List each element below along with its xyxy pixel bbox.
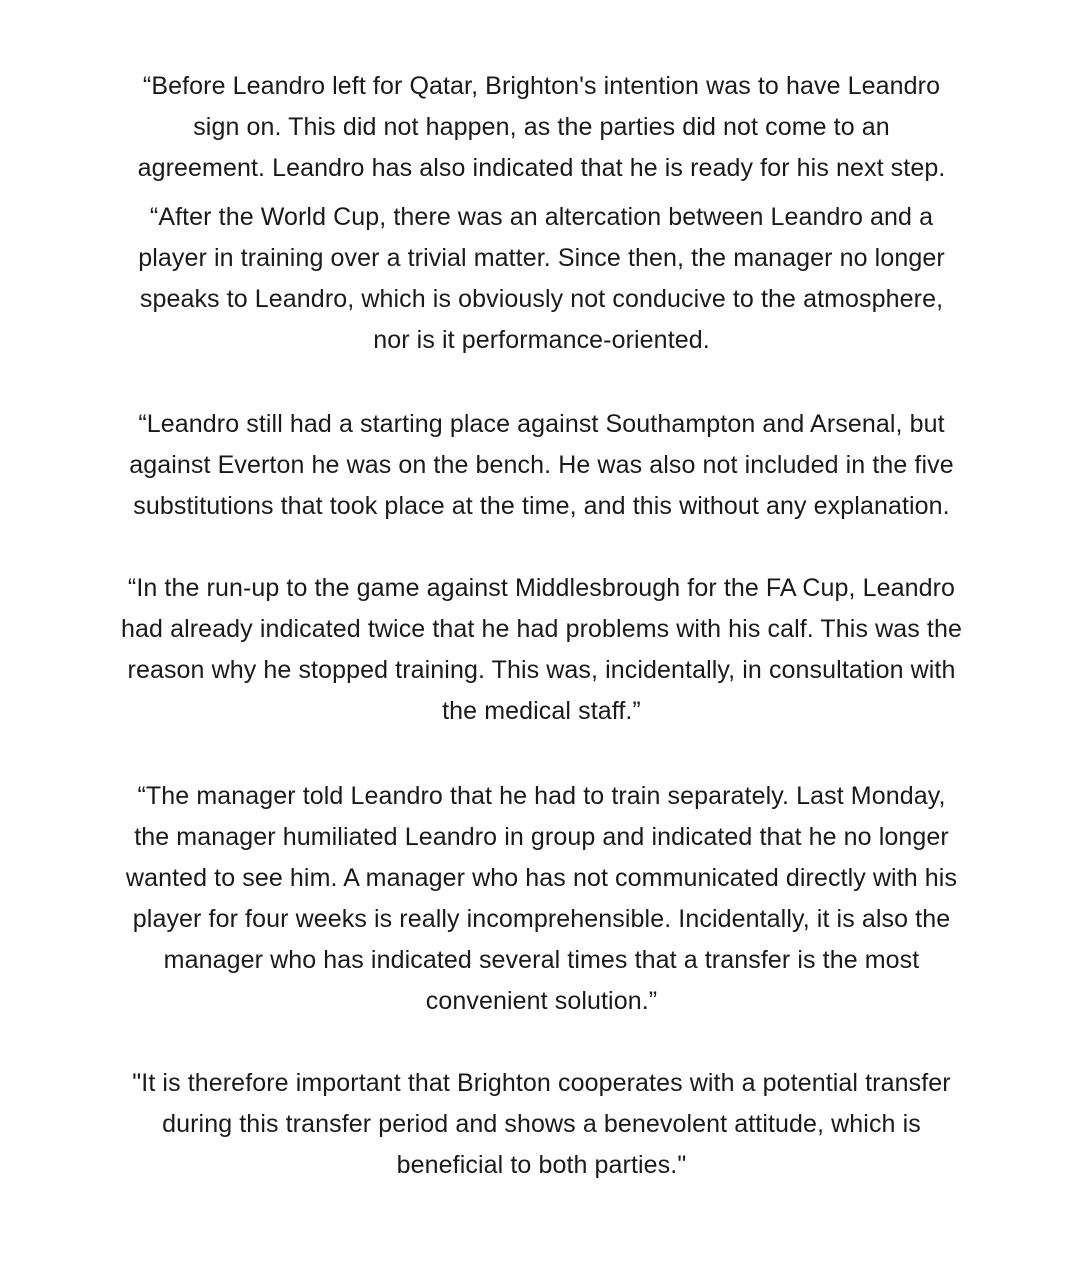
- paragraph-world-cup: [40, 197, 1043, 361]
- text-line: "It is therefore important that Brighton cooperates with a potential transfer: [132, 1069, 951, 1097]
- text-line: nor is it performance-oriented.: [373, 326, 710, 354]
- text-line: the manager humiliated Leandro in group and indicated that he no longer: [134, 823, 949, 851]
- text-line: the medical staff.”: [442, 697, 641, 725]
- text-line: substitutions that took place at the time, and this without any explanation.: [133, 492, 950, 520]
- paragraph-starting-place: [40, 404, 1043, 527]
- text-line: “Leandro still had a starting place against Southampton and Arsenal, but: [138, 410, 945, 438]
- paragraph-fa-cup: [40, 568, 1043, 732]
- paragraph-transfer: [40, 1063, 1043, 1186]
- text-line: “The manager told Leandro that he had to train separately. Last Monday,: [137, 782, 946, 810]
- text-line: agreement. Leandro has also indicated that he is ready for his next step.: [137, 154, 946, 182]
- text-line: convenient solution.”: [425, 987, 658, 1015]
- text-line: player for four weeks is really incomprehensible. Incidentally, it is also the: [132, 905, 951, 933]
- text-line: “Before Leandro left for Qatar, Brighton's intention was to have Leandro: [142, 72, 941, 100]
- text-line: against Everton he was on the bench. He was also not included in the five: [129, 451, 954, 479]
- text-line: manager who has indicated several times that a transfer is the most: [163, 946, 920, 974]
- text-line: “After the World Cup, there was an altercation between Leandro and a: [149, 203, 934, 231]
- text-line: sign on. This did not happen, as the parties did not come to an: [193, 113, 890, 141]
- text-line: had already indicated twice that he had problems with his calf. This was the: [121, 615, 962, 643]
- text-line: “In the run-up to the game against Middlesbrough for the FA Cup, Leandro: [127, 574, 956, 602]
- text-line: player in training over a trivial matter. Since then, the manager no longer: [138, 244, 945, 272]
- paragraph-manager: [40, 776, 1043, 1022]
- text-line: during this transfer period and shows a benevolent attitude, which is: [162, 1110, 921, 1138]
- text-line: wanted to see him. A manager who has not communicated directly with his: [125, 864, 958, 892]
- text-line: beneficial to both parties.": [396, 1151, 687, 1179]
- text-line: reason why he stopped training. This was, incidentally, in consultation with: [127, 656, 956, 684]
- paragraph-qatar: [40, 66, 1043, 189]
- text-line: speaks to Leandro, which is obviously not conducive to the atmosphere,: [139, 285, 944, 313]
